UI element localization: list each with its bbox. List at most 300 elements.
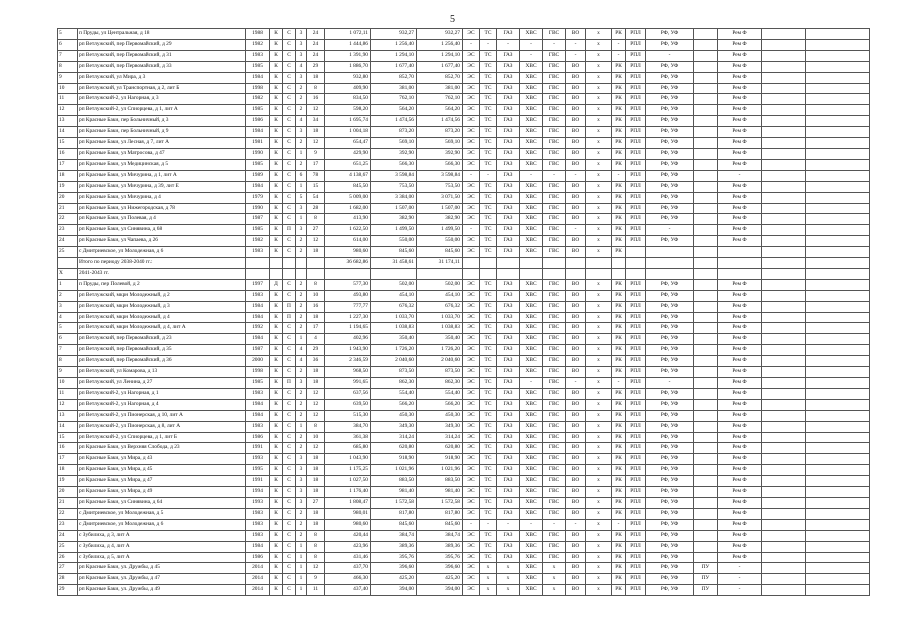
table-cell: К xyxy=(270,410,283,421)
table-cell: ЭС xyxy=(463,334,480,345)
table-cell: ХВС xyxy=(520,236,543,247)
table-cell: С xyxy=(283,454,296,465)
table-cell: 437,40 xyxy=(325,585,371,596)
table-cell: 425,20 xyxy=(371,574,417,585)
table-cell: РПЛ xyxy=(626,465,646,476)
table-cell: ГВС xyxy=(543,552,566,563)
table-cell xyxy=(806,290,870,301)
table-cell: 28 xyxy=(307,203,325,214)
table-cell: РФ, УФ xyxy=(646,148,694,159)
table-cell: РФ, УФ xyxy=(646,476,694,487)
table-cell: ЭС xyxy=(463,465,480,476)
table-cell: ВО xyxy=(566,127,586,138)
table-cell: 2000 xyxy=(246,356,270,367)
table-cell: - xyxy=(646,378,694,389)
table-cell: 7 xyxy=(58,345,78,356)
table-cell: К xyxy=(270,323,283,334)
table-cell: ГАЗ xyxy=(497,443,520,454)
table-cell: ГАЗ xyxy=(497,127,520,138)
table-cell: ХВС xyxy=(520,312,543,323)
table-cell: 1984 xyxy=(246,301,270,312)
table-cell: 1997 xyxy=(246,279,270,290)
table-cell: С xyxy=(283,203,296,214)
table-cell: ГАЗ xyxy=(497,432,520,443)
table-cell: 1 038,83 xyxy=(371,323,417,334)
table-cell xyxy=(646,247,694,258)
table-cell: РК xyxy=(612,399,626,410)
table-cell: С xyxy=(283,61,296,72)
table-cell: РПЛ xyxy=(626,454,646,465)
table-cell: РФ, УФ xyxy=(646,432,694,443)
address-cell: рп Красные Баки, ул Медицинская, д 5 xyxy=(78,159,246,170)
table-cell: 5 xyxy=(58,323,78,334)
address-cell: рп Ветлужский-2, ул Пионерская, д 8, лит А xyxy=(78,421,246,432)
table-cell: - xyxy=(718,170,762,181)
table-cell: 1 294,10 xyxy=(371,50,417,61)
table-cell: 18 xyxy=(307,247,325,258)
table-cell: ГВС xyxy=(543,138,566,149)
table-cell: ПУ xyxy=(694,585,718,596)
table-cell xyxy=(806,585,870,596)
table-cell: ХВС xyxy=(520,203,543,214)
table-cell: 18 xyxy=(307,72,325,83)
table-cell: 392,90 xyxy=(371,148,417,159)
table-cell: С xyxy=(283,563,296,574)
table-cell: ГАЗ xyxy=(497,247,520,258)
table-cell: 450,30 xyxy=(417,410,463,421)
table-cell xyxy=(806,39,870,50)
table-cell xyxy=(762,312,806,323)
table-cell: 15 xyxy=(307,181,325,192)
table-cell xyxy=(762,334,806,345)
table-cell: П xyxy=(283,301,296,312)
table-cell xyxy=(586,258,612,269)
table-cell: ГВС xyxy=(543,356,566,367)
table-cell: 1985 xyxy=(246,159,270,170)
table-cell xyxy=(806,148,870,159)
table-row xyxy=(58,236,870,247)
table-cell: К xyxy=(270,181,283,192)
table-cell: ХВС xyxy=(520,138,543,149)
table-cell: Рем Ф xyxy=(718,497,762,508)
table-cell: 1995 xyxy=(246,465,270,476)
table-cell xyxy=(806,465,870,476)
table-cell: ХВС xyxy=(520,247,543,258)
table-cell xyxy=(694,552,718,563)
table-cell: 29 xyxy=(307,61,325,72)
table-cell: ХВС xyxy=(520,388,543,399)
table-cell: 28 xyxy=(58,574,78,585)
table-cell: 1998 xyxy=(246,367,270,378)
table-cell: 389,36 xyxy=(417,541,463,552)
summary-row xyxy=(58,258,870,269)
table-cell: П xyxy=(283,378,296,389)
table-cell: 16 xyxy=(58,443,78,454)
table-cell xyxy=(806,356,870,367)
table-cell: Рем Ф xyxy=(718,61,762,72)
table-cell: ТС xyxy=(480,432,497,443)
table-cell: К xyxy=(270,159,283,170)
table-cell: Рем Ф xyxy=(718,192,762,203)
table-cell: 762,10 xyxy=(417,94,463,105)
table-cell xyxy=(806,563,870,574)
table-cell: ТС xyxy=(480,487,497,498)
table-cell: РК xyxy=(612,443,626,454)
table-row xyxy=(58,203,870,214)
table-cell: ПУ xyxy=(694,563,718,574)
table-cell: ГАЗ xyxy=(497,29,520,40)
table-cell: ХВС xyxy=(520,410,543,421)
table-cell: ГАЗ xyxy=(497,399,520,410)
table-cell: х xyxy=(586,72,612,83)
table-cell: ВО xyxy=(566,323,586,334)
table-cell xyxy=(762,159,806,170)
table-cell: 2 346,59 xyxy=(325,356,371,367)
table-cell: ВО xyxy=(566,487,586,498)
table-cell xyxy=(694,94,718,105)
table-cell xyxy=(718,247,762,258)
table-cell: Рем Ф xyxy=(718,454,762,465)
table-cell: х xyxy=(586,487,612,498)
table-cell: ТС xyxy=(480,454,497,465)
table-cell: 27 xyxy=(307,225,325,236)
table-cell: ТС xyxy=(480,148,497,159)
table-cell: РПЛ xyxy=(626,443,646,454)
table-cell: ГАЗ xyxy=(497,105,520,116)
table-row xyxy=(58,29,870,40)
table-cell: - xyxy=(646,50,694,61)
table-cell: Рем Ф xyxy=(718,356,762,367)
table-cell: 25 xyxy=(58,541,78,552)
table-cell: РФ, УФ xyxy=(646,159,694,170)
table-cell: ХВС xyxy=(520,345,543,356)
table-cell: К xyxy=(270,72,283,83)
table-cell: ГВС xyxy=(543,236,566,247)
table-cell xyxy=(762,421,806,432)
table-cell: ГАЗ xyxy=(497,334,520,345)
table-cell: 1981 xyxy=(246,138,270,149)
table-cell: РК xyxy=(612,487,626,498)
table-cell: 6 xyxy=(58,39,78,50)
table-cell: К xyxy=(270,465,283,476)
table-cell: 2 xyxy=(296,508,307,519)
table-cell: ВО xyxy=(566,465,586,476)
address-cell: рп Красные Баки, ул. Дружбы, д 49 xyxy=(78,585,246,596)
table-cell: ТС xyxy=(480,356,497,367)
table-cell: 3 xyxy=(58,301,78,312)
table-cell: 36 xyxy=(307,356,325,367)
table-cell: х xyxy=(586,39,612,50)
table-cell: ВО xyxy=(566,432,586,443)
table-cell: К xyxy=(270,127,283,138)
table-cell: 1 033,70 xyxy=(417,312,463,323)
table-cell: 3 xyxy=(296,29,307,40)
table-cell: РК xyxy=(612,345,626,356)
table-cell: х xyxy=(586,225,612,236)
table-cell: РК xyxy=(612,388,626,399)
table-cell: ГАЗ xyxy=(497,508,520,519)
table-cell xyxy=(762,105,806,116)
table-cell xyxy=(694,72,718,83)
table-cell: 14 xyxy=(58,421,78,432)
table-cell: К xyxy=(270,443,283,454)
table-cell: х xyxy=(586,83,612,94)
table-cell: 3 xyxy=(296,72,307,83)
table-cell xyxy=(806,225,870,236)
table-cell xyxy=(762,290,806,301)
table-cell: 1985 xyxy=(246,225,270,236)
table-cell xyxy=(806,170,870,181)
table-cell xyxy=(762,388,806,399)
table-cell xyxy=(520,268,543,279)
table-cell: 980,60 xyxy=(325,247,371,258)
table-cell: 620,80 xyxy=(417,443,463,454)
table-cell: Рем Ф xyxy=(718,312,762,323)
table-cell: х xyxy=(497,574,520,585)
table-cell xyxy=(694,39,718,50)
table-cell: - xyxy=(463,170,480,181)
address-cell: рп Ветлужский, пер Первомайский, д 29 xyxy=(78,39,246,50)
table-cell: РК xyxy=(612,508,626,519)
table-cell: 1 038,83 xyxy=(417,323,463,334)
table-cell: ЭС xyxy=(463,487,480,498)
table-cell: 873,50 xyxy=(417,367,463,378)
table-cell: Рем Ф xyxy=(718,378,762,389)
table-cell: 10 xyxy=(307,432,325,443)
table-cell: ГАЗ xyxy=(497,345,520,356)
table-cell: С xyxy=(283,39,296,50)
table-cell xyxy=(463,268,480,279)
table-cell: х xyxy=(480,563,497,574)
table-cell: 3 xyxy=(296,203,307,214)
address-cell: рп Ветлужский, мкрн Молодежный, д 4 xyxy=(78,312,246,323)
table-cell: 1983 xyxy=(246,421,270,432)
table-cell xyxy=(762,50,806,61)
table-cell: РФ, УФ xyxy=(646,356,694,367)
address-cell: рп Ветлужский, пер Первомайский, д 33 xyxy=(78,61,246,72)
table-cell: РФ, УФ xyxy=(646,83,694,94)
table-cell xyxy=(762,148,806,159)
table-cell: ВО xyxy=(566,192,586,203)
table-cell: ВО xyxy=(566,476,586,487)
table-cell: ЭС xyxy=(463,290,480,301)
table-cell: С xyxy=(283,181,296,192)
table-cell: 9 xyxy=(307,148,325,159)
table-cell: 12 xyxy=(307,563,325,574)
table-cell: ВО xyxy=(566,105,586,116)
table-cell: ГВС xyxy=(543,50,566,61)
table-cell: 384,70 xyxy=(325,421,371,432)
table-cell: 2 xyxy=(296,105,307,116)
table-cell: ВО xyxy=(566,563,586,574)
table-cell: РФ, УФ xyxy=(646,290,694,301)
table-cell xyxy=(806,388,870,399)
table-cell xyxy=(806,127,870,138)
table-cell: - xyxy=(520,50,543,61)
table-cell: ХВС xyxy=(520,61,543,72)
table-cell: РФ, УФ xyxy=(646,497,694,508)
table-cell: 22 xyxy=(58,508,78,519)
table-cell: 24 xyxy=(58,530,78,541)
table-cell: ЭС xyxy=(463,432,480,443)
table-cell: - xyxy=(543,519,566,530)
table-cell xyxy=(806,72,870,83)
table-cell xyxy=(694,192,718,203)
table-cell xyxy=(694,105,718,116)
table-cell xyxy=(543,258,566,269)
table-cell: 1983 xyxy=(246,50,270,61)
table-cell: РПЛ xyxy=(626,487,646,498)
table-cell: К xyxy=(270,301,283,312)
table-cell: 1 474,56 xyxy=(371,116,417,127)
table-cell: С xyxy=(283,105,296,116)
table-cell: ГВС xyxy=(543,181,566,192)
table-cell: К xyxy=(270,312,283,323)
table-cell: х xyxy=(586,105,612,116)
table-cell: 10 xyxy=(58,83,78,94)
table-cell: ЭС xyxy=(463,214,480,225)
table-cell: РК xyxy=(612,552,626,563)
table-cell: х xyxy=(586,356,612,367)
table-cell: РК xyxy=(612,334,626,345)
table-cell xyxy=(762,399,806,410)
table-cell: ВО xyxy=(566,279,586,290)
table-cell xyxy=(762,301,806,312)
table-cell: С xyxy=(283,170,296,181)
table-cell: х xyxy=(586,127,612,138)
table-cell: ГАЗ xyxy=(497,323,520,334)
table-cell: РПЛ xyxy=(626,519,646,530)
table-cell: ХВС xyxy=(520,214,543,225)
table-cell: РК xyxy=(612,432,626,443)
table-cell: 8 xyxy=(307,421,325,432)
table-cell: 5 xyxy=(58,29,78,40)
table-cell: РПЛ xyxy=(626,127,646,138)
table-cell: ВО xyxy=(566,574,586,585)
table-row xyxy=(58,563,870,574)
table-cell: Рем Ф xyxy=(718,72,762,83)
table-cell: К xyxy=(270,399,283,410)
table-cell: ГВС xyxy=(543,116,566,127)
table-row xyxy=(58,443,870,454)
address-cell: п Пруды, ул Центральная, д 18 xyxy=(78,29,246,40)
table-cell: Рем Ф xyxy=(718,541,762,552)
table-cell: ГВС xyxy=(543,312,566,323)
table-cell xyxy=(762,268,806,279)
table-cell: 22 xyxy=(58,214,78,225)
table-cell: ХВС xyxy=(520,432,543,443)
table-cell xyxy=(762,497,806,508)
table-cell: С xyxy=(283,541,296,552)
table-cell: - xyxy=(566,378,586,389)
table-cell: ГАЗ xyxy=(497,192,520,203)
table-cell: 2 xyxy=(296,290,307,301)
table-cell: ВО xyxy=(566,247,586,258)
table-cell: ХВС xyxy=(520,116,543,127)
table-cell: РФ, УФ xyxy=(646,487,694,498)
address-cell: рп Красные Баки, ул. Дружбы, д 45 xyxy=(78,563,246,574)
table-cell xyxy=(694,247,718,258)
table-cell: 15 xyxy=(58,432,78,443)
table-cell xyxy=(806,334,870,345)
table-cell xyxy=(806,487,870,498)
table-cell xyxy=(694,258,718,269)
table-cell: - xyxy=(718,563,762,574)
table-cell: РПЛ xyxy=(626,421,646,432)
table-cell: - xyxy=(480,39,497,50)
table-cell: С xyxy=(283,367,296,378)
table-cell xyxy=(307,268,325,279)
table-cell: ЭС xyxy=(463,476,480,487)
table-cell: 18 xyxy=(307,476,325,487)
table-cell: ГАЗ xyxy=(497,94,520,105)
table-row xyxy=(58,127,870,138)
table-row xyxy=(58,574,870,585)
address-cell: рп Красные Баки, ул Чапаева, д 26 xyxy=(78,236,246,247)
table-row xyxy=(58,148,870,159)
table-cell: 18 xyxy=(307,312,325,323)
table-cell: Рем Ф xyxy=(718,279,762,290)
table-cell: 1 xyxy=(296,334,307,345)
table-cell xyxy=(806,552,870,563)
table-cell xyxy=(694,170,718,181)
table-row xyxy=(58,399,870,410)
table-row xyxy=(58,465,870,476)
table-cell: К xyxy=(270,334,283,345)
table-cell: 1984 xyxy=(246,127,270,138)
table-cell xyxy=(806,432,870,443)
table-cell: ВО xyxy=(566,367,586,378)
table-cell: С xyxy=(283,279,296,290)
table-cell: 1982 xyxy=(246,94,270,105)
table-cell: 3 xyxy=(296,225,307,236)
table-row xyxy=(58,72,870,83)
table-cell: РФ, УФ xyxy=(646,519,694,530)
table-cell: РПЛ xyxy=(626,301,646,312)
table-cell: ХВС xyxy=(520,105,543,116)
table-cell: РПЛ xyxy=(626,72,646,83)
table-cell: РК xyxy=(612,454,626,465)
table-cell: РПЛ xyxy=(626,225,646,236)
table-cell: 862,30 xyxy=(371,378,417,389)
table-cell: ЭС xyxy=(463,508,480,519)
table-cell: 389,36 xyxy=(371,541,417,552)
table-cell: 1983 xyxy=(246,530,270,541)
table-cell: ТС xyxy=(480,247,497,258)
table-cell: х xyxy=(586,476,612,487)
table-cell: РПЛ xyxy=(626,148,646,159)
table-row xyxy=(58,552,870,563)
table-cell: РПЛ xyxy=(626,476,646,487)
table-cell: 11 xyxy=(307,585,325,596)
table-cell: Рем Ф xyxy=(718,39,762,50)
address-cell: рп Ветлужский-2, ул Нагорная, д 4 xyxy=(78,399,246,410)
table-cell: ГВС xyxy=(543,443,566,454)
table-cell: ТС xyxy=(480,83,497,94)
table-cell: Рем Ф xyxy=(718,399,762,410)
table-cell: ТС xyxy=(480,388,497,399)
address-cell: рп Красные Баки, ул Синявина, д 64 xyxy=(78,497,246,508)
table-cell: х xyxy=(586,301,612,312)
table-cell: ЭС xyxy=(463,105,480,116)
table-cell xyxy=(762,454,806,465)
table-cell: РПЛ xyxy=(626,214,646,225)
address-cell: рп Ветлужский, мкрн Молодежный, д 3 xyxy=(78,301,246,312)
table-cell xyxy=(246,258,270,269)
table-cell: 1984 xyxy=(246,541,270,552)
table-cell xyxy=(694,356,718,367)
table-cell: 883,50 xyxy=(371,476,417,487)
